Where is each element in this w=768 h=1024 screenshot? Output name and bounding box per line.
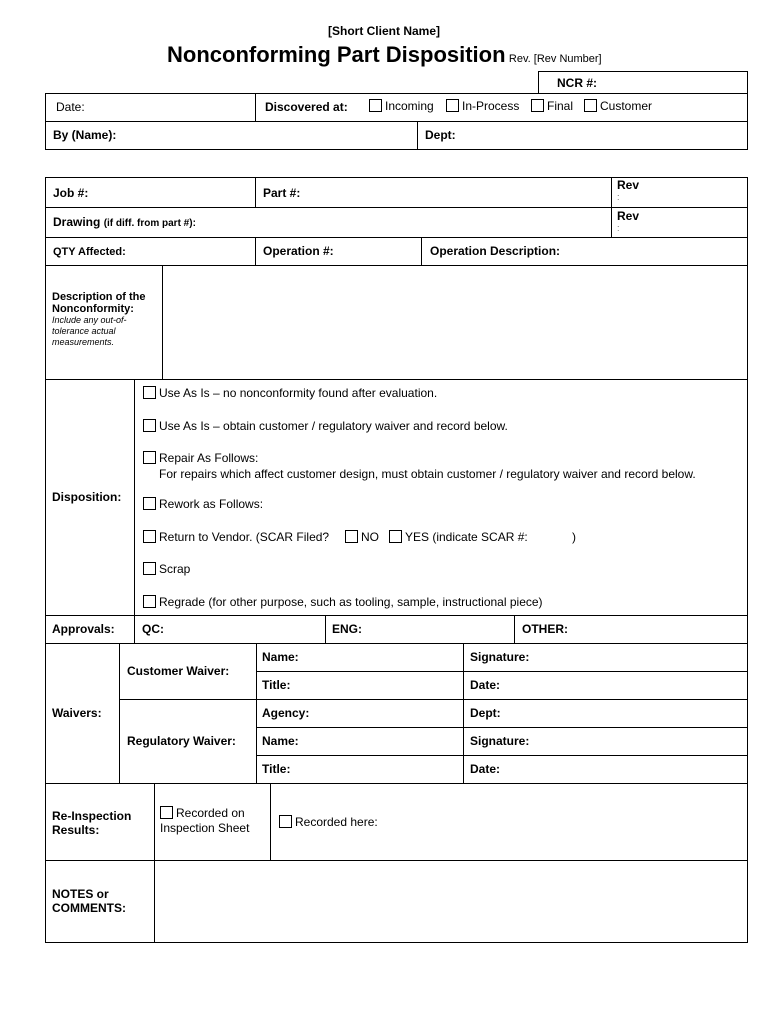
drawing-label: Drawing (if diff. from part #): [53, 215, 196, 229]
repair-checkbox[interactable] [143, 451, 156, 464]
rw-name-label: Name: [262, 734, 299, 748]
customer-waiver-label: Customer Waiver: [127, 664, 230, 678]
rev-label-1: Rev [617, 178, 640, 192]
notes-field[interactable] [155, 861, 747, 942]
recorded-on-checkbox[interactable] [160, 806, 173, 819]
by-name-label: By (Name): [53, 128, 117, 142]
rev-colon-2: : [617, 223, 620, 233]
disp-return-vendor[interactable]: Return to Vendor. (SCAR Filed? [143, 530, 329, 544]
repair-note: For repairs which affect customer design, must obtain customer / regulatory waiver and record below. [159, 467, 696, 481]
waivers-label: Waivers: [52, 706, 102, 720]
disposition-label: Disposition: [52, 490, 122, 504]
cw-signature-label: Signature: [470, 650, 530, 664]
qc-label: QC: [142, 622, 164, 636]
rev-number: Rev. [Rev Number] [508, 53, 602, 65]
opt-incoming[interactable]: Incoming [369, 99, 434, 113]
opt-final[interactable]: Final [531, 99, 573, 113]
dept-label: Dept: [425, 128, 456, 142]
in-process-checkbox[interactable] [446, 99, 459, 112]
recorded-here-checkbox[interactable] [279, 815, 292, 828]
rw-signature-label: Signature: [470, 734, 530, 748]
scar-close: ) [572, 530, 576, 544]
description-heading: Description of the Nonconformity: [52, 291, 146, 315]
disp-use-as-is[interactable]: Use As Is – no nonconformity found after evaluation. [143, 386, 437, 400]
return-vendor-checkbox[interactable] [143, 530, 156, 543]
rework-checkbox[interactable] [143, 497, 156, 510]
form-title: Nonconforming Part Disposition [167, 42, 506, 67]
scar-no-checkbox[interactable] [345, 530, 358, 543]
disp-repair[interactable]: Repair As Follows: [143, 451, 258, 465]
ncr-label: NCR #: [557, 76, 598, 90]
scar-yes-checkbox[interactable] [389, 530, 402, 543]
scar-yes-option[interactable]: YES (indicate SCAR #: [389, 530, 528, 544]
description-block [52, 291, 160, 348]
eng-label: ENG: [332, 622, 362, 636]
opt-in-process[interactable]: In-Process [446, 99, 519, 113]
disp-regrade[interactable]: Regrade (for other purpose, such as tooling, sample, instructional piece) [143, 595, 543, 609]
regulatory-waiver-label: Regulatory Waiver: [127, 734, 236, 748]
reinspection-label: Re-Inspection Results: [52, 809, 132, 837]
disp-use-as-is-waiver[interactable]: Use As Is – obtain customer / regulatory waiver and record below. [143, 419, 508, 433]
rw-dept-label: Dept: [470, 706, 501, 720]
rw-title-label: Title: [262, 762, 291, 776]
qty-label: QTY Affected: [53, 246, 126, 258]
rw-date-label: Date: [470, 762, 501, 776]
disp-rework[interactable]: Rework as Follows: [143, 497, 263, 511]
rev-colon-1: : [617, 192, 620, 202]
client-name: [Short Client Name] [327, 24, 440, 38]
cw-name-label: Name: [262, 650, 299, 664]
operation-desc-label: Operation Description: [430, 244, 561, 258]
rev-label-2: Rev [617, 209, 640, 223]
description-note: Include any out-of-tolerance actual measurements. [52, 315, 127, 347]
opt-customer[interactable]: Customer [584, 99, 652, 113]
use-as-is-waiver-checkbox[interactable] [143, 419, 156, 432]
inspection-sheet-text: Inspection Sheet [160, 821, 250, 835]
cw-date-label: Date: [470, 678, 501, 692]
part-label: Part #: [263, 186, 301, 200]
customer-checkbox[interactable] [584, 99, 597, 112]
notes-label: NOTES or COMMENTS: [52, 887, 126, 915]
operation-label: Operation #: [263, 244, 334, 258]
discovered-label: Discovered at: [265, 100, 348, 114]
recorded-here-option[interactable]: Recorded here: [279, 815, 378, 829]
other-label: OTHER: [522, 622, 568, 636]
final-checkbox[interactable] [531, 99, 544, 112]
cw-title-label: Title: [262, 678, 291, 692]
disp-scrap[interactable]: Scrap [143, 562, 190, 576]
ncr-box[interactable] [538, 71, 748, 94]
recorded-on-option[interactable]: Recorded on Inspection Sheet [160, 806, 250, 835]
scar-no-option[interactable]: NO [345, 530, 379, 544]
date-label: Date: [56, 100, 85, 114]
use-as-is-checkbox[interactable] [143, 386, 156, 399]
rw-agency-label: Agency: [262, 706, 310, 720]
regrade-checkbox[interactable] [143, 595, 156, 608]
job-label: Job #: [53, 186, 89, 200]
form-header [167, 42, 602, 72]
approvals-label: Approvals: [52, 622, 115, 636]
incoming-checkbox[interactable] [369, 99, 382, 112]
scrap-checkbox[interactable] [143, 562, 156, 575]
